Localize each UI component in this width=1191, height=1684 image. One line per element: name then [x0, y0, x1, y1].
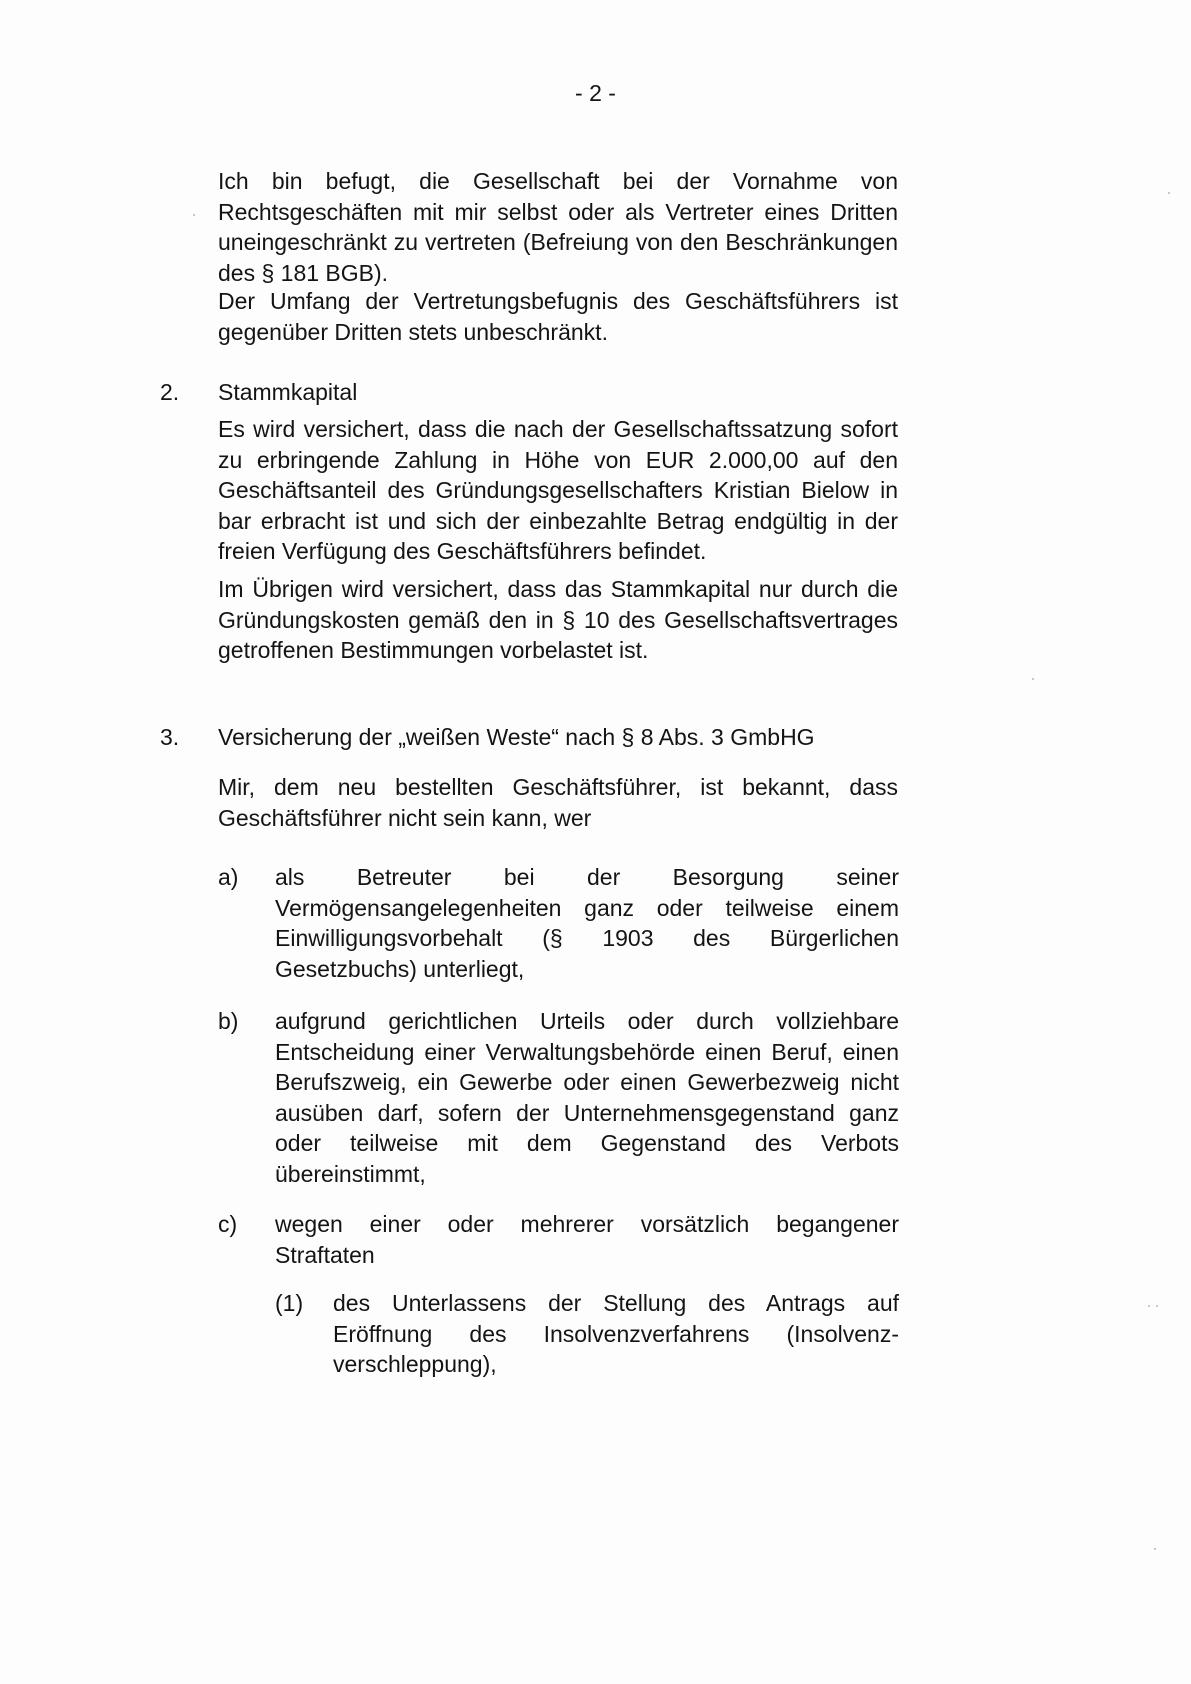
scan-speck — [1168, 192, 1170, 194]
list-item-a-text: als Betreuter bei der Besorgung seiner Vermögensangelegenheiten ganz oder teilweise einem Einwilligungsvorbehalt (§ 1903 des Bürgerlichen Gesetzbuchs) unterliegt, — [275, 864, 899, 982]
scan-speck — [1032, 678, 1034, 680]
representation-scope-paragraph: Der Umfang der Vertretungsbefugnis des Geschäftsführers ist gegenüber Dritten stets unbeschränkt. — [218, 288, 898, 345]
page-number: - 2 - — [575, 80, 616, 106]
section-2-capital-paragraph: Im Übrigen wird versichert, dass das Stammkapital nur durch die Gründungskosten gemäß den in § 10 des Gesellschaftsvertrages getroffenen Bestimmungen vorbelastet ist. — [218, 576, 898, 663]
section-3-heading: Versicherung der „weißen Weste“ nach § 8 Abs. 3 GmbHG — [218, 724, 815, 750]
sub-item-1-label: (1) — [275, 1290, 304, 1316]
list-item-a-label: a) — [218, 864, 239, 890]
scan-speck — [1148, 1305, 1150, 1307]
list-item-c-text: wegen einer oder mehrerer vorsätzlich begangener Straftaten — [275, 1211, 899, 1268]
section-2-payment-paragraph: Es wird versichert, dass die nach der Gesellschaftssatzung sofort zu erbringende Zahlung in Höhe von EUR 2.000,00 auf den Geschäftsanteil des Gründungsgesellschafters Kristian Bielow in bar erbracht ist und sich der einbezahlte Betrag endgültig in der freien Verfügung des Geschäftsführers befindet. — [218, 416, 898, 564]
list-item-c-label: c) — [218, 1211, 238, 1237]
section-2-number: 2. — [160, 379, 180, 405]
scan-speck — [193, 214, 195, 216]
section-2-heading: Stammkapital — [218, 379, 358, 405]
scan-speck — [1156, 1305, 1158, 1307]
list-item-b-text: aufgrund gerichtlichen Urteils oder durch vollziehbare Entscheidung einer Verwaltungsbehörde einen Beruf, einen Berufszweig, ein Gewerbe oder einen Gewerbezweig nicht ausüben darf, sofern der Unternehmensgegenstand ganz oder teilweise mit dem Gegenstand des Verbots übereinstimmt, — [275, 1008, 899, 1187]
section-3-number: 3. — [160, 724, 180, 750]
section-3-intro-paragraph: Mir, dem neu bestellten Geschäftsführer, ist bekannt, dass Geschäftsführer nicht sein kann, wer — [218, 774, 898, 831]
list-item-b-label: b) — [218, 1008, 239, 1034]
authority-paragraph: Ich bin befugt, die Gesellschaft bei der Vornahme von Rechtsgeschäften mit mir selbst oder als Vertreter eines Dritten uneingeschränkt zu vertreten (Befreiung von den Beschränkungen des § 181 BGB). — [218, 168, 898, 286]
sub-item-1-text: des Unterlassens der Stellung des Antrags auf Eröffnung des Insolvenzverfahrens (Insolvenz-verschleppung), — [333, 1290, 899, 1377]
scan-speck — [1154, 1548, 1156, 1550]
